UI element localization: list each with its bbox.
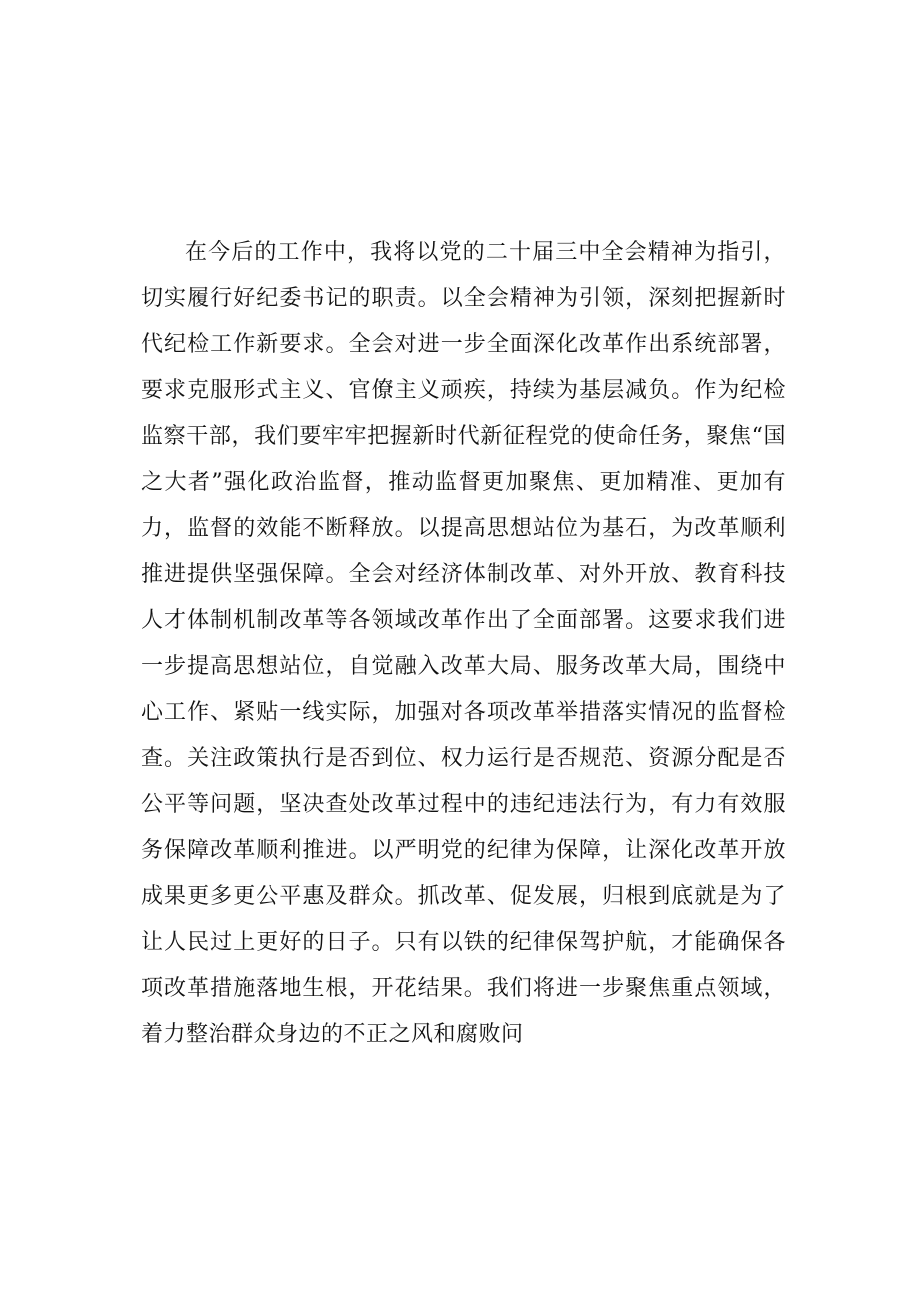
body-paragraph bbox=[141, 230, 786, 1058]
paragraph-line: 力，监督的效能不断释放。以提高思想站位为基石，为改革顺利 bbox=[141, 516, 786, 541]
paragraph-line: 推进提供坚强保障。全会对经济体制改革、对外开放、教育科技 bbox=[141, 562, 786, 587]
paragraph-line: 监察干部，我们要牢牢把握新时代新征程党的使命任务，聚焦“国 bbox=[141, 424, 786, 449]
paragraph-line: 代纪检工作新要求。全会对进一步全面深化改革作出系统部署， bbox=[141, 332, 786, 357]
paragraph-line: 心工作、紧贴一线实际，加强对各项改革举措落实情况的监督检 bbox=[141, 700, 786, 725]
paragraph-line: 公平等问题，坚决查处改革过程中的违纪违法行为，有力有效服 bbox=[141, 792, 786, 817]
paragraph-line: 之大者”强化政治监督，推动监督更加聚焦、更加精准、更加有 bbox=[141, 470, 786, 495]
paragraph-line: 成果更多更公平惠及群众。抓改革、促发展，归根到底就是为了 bbox=[141, 884, 786, 909]
paragraph-line: 务保障改革顺利推进。以严明党的纪律为保障，让深化改革开放 bbox=[141, 838, 786, 863]
paragraph-line: 要求克服形式主义、官僚主义顽疾，持续为基层减负。作为纪检 bbox=[141, 378, 786, 403]
paragraph-line: 在今后的工作中，我将以党的二十届三中全会精神为指引， bbox=[185, 240, 786, 265]
paragraph-line: 查。关注政策执行是否到位、权力运行是否规范、资源分配是否 bbox=[141, 746, 786, 771]
paragraph-line: 让人民过上更好的日子。只有以铁的纪律保驾护航，才能确保各 bbox=[141, 930, 786, 955]
paragraph-line: 人才体制机制改革等各领域改革作出了全面部署。这要求我们进 bbox=[141, 608, 786, 633]
paragraph-line: 切实履行好纪委书记的职责。以全会精神为引领，深刻把握新时 bbox=[141, 286, 786, 311]
paragraph-line: 一步提高思想站位，自觉融入改革大局、服务改革大局，围绕中 bbox=[141, 654, 786, 679]
paragraph-line: 项改革措施落地生根，开花结果。我们将进一步聚焦重点领域， bbox=[141, 976, 786, 1001]
paragraph-line: 着力整治群众身边的不正之风和腐败问 bbox=[141, 1022, 524, 1047]
